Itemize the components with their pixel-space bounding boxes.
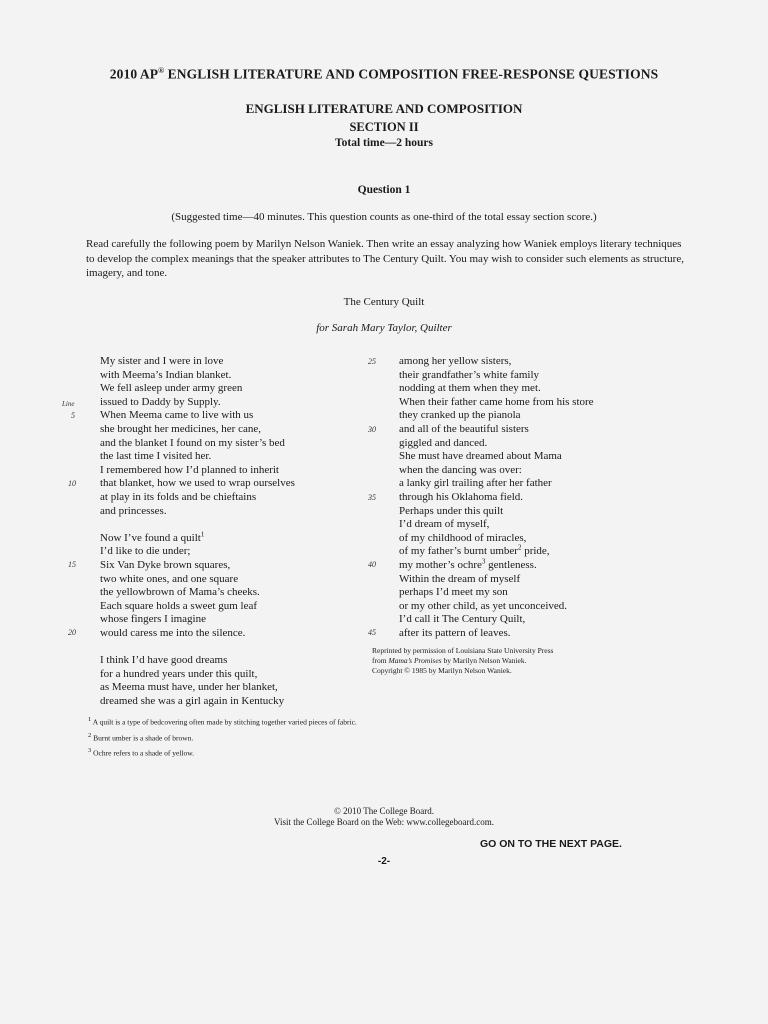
line-number: 45 xyxy=(368,628,376,637)
stanza-break xyxy=(100,640,295,654)
suggested-time: (Suggested time—40 minutes. This question counts as one-third of the total essay section score.) xyxy=(171,211,597,223)
poem-line: among her yellow sisters, xyxy=(399,355,512,367)
poem-line: when the dancing was over: xyxy=(399,463,522,476)
poem-dedication: for Sarah Mary Taylor, Quilter xyxy=(316,322,452,334)
footnote-number: 1 xyxy=(88,716,92,723)
poem-line: the last time I visited her. xyxy=(100,450,212,463)
book-title: Mama’s Promises xyxy=(388,656,442,665)
poem-line: they cranked up the pianola xyxy=(399,409,521,422)
poem-line: two white ones, and one square xyxy=(100,572,239,585)
line-number: 40 xyxy=(368,560,376,569)
poem-line: would caress me into the silence. xyxy=(100,626,246,639)
page-number: -2- xyxy=(377,856,391,867)
footnote-text: Burnt umber is a shade of brown. xyxy=(91,733,194,742)
reprint-text: by Marilyn Nelson Waniek. xyxy=(441,656,527,665)
poem-line-text: of my father’s burnt umber xyxy=(399,545,518,558)
poem-line: We fell asleep under army green xyxy=(100,382,243,395)
poem-line: Perhaps under this quilt xyxy=(399,504,504,517)
poem-line-text: Now I’ve found a quilt xyxy=(100,531,201,544)
poem-line: Six Van Dyke brown squares, xyxy=(100,558,231,571)
poem-line: My sister and I were in love xyxy=(100,355,224,367)
poem-line: When their father came home from his store xyxy=(399,395,594,408)
line-number: 30 xyxy=(368,425,376,434)
poem-line: at play in its folds and be chieftains xyxy=(100,490,257,503)
line-number: 10 xyxy=(68,479,76,488)
reprint-line: Copyright © 1985 by Marilyn Nelson Waniek. xyxy=(372,666,512,675)
line-number: 5 xyxy=(71,411,75,420)
header-title-end: ENGLISH LITERATURE AND COMPOSITION FREE-RESPONSE QUESTIONS xyxy=(164,66,659,82)
reprint-permission xyxy=(372,646,553,676)
poem-line: whose fingers I imagine xyxy=(100,613,206,626)
poem-line: the yellowbrown of Mama’s cheeks. xyxy=(100,586,260,599)
website-notice: Visit the College Board on the Web: www.collegeboard.com. xyxy=(274,817,494,827)
stanza-break xyxy=(100,518,295,532)
poem-line: issued to Daddy by Supply. xyxy=(100,395,221,408)
poem-line: Each square holds a sweet gum leaf xyxy=(100,599,257,612)
poem-line: with Meema’s Indian blanket. xyxy=(100,368,232,381)
reprint-line xyxy=(372,656,553,666)
footnote-text: Ochre refers to a shade of yellow. xyxy=(91,748,195,758)
poem-right-column xyxy=(399,355,594,640)
reprint-line: Reprinted by permission of Louisiana State University Press xyxy=(372,646,554,655)
section-heading: SECTION II xyxy=(349,120,419,134)
line-label: Line xyxy=(62,400,75,408)
footnote-ref: 2 xyxy=(517,543,522,552)
poem-line: When Meema came to live with us xyxy=(100,409,254,422)
go-on-notice: GO ON TO THE NEXT PAGE. xyxy=(480,838,622,850)
poem-line: she brought her medicines, her cane, xyxy=(100,422,261,435)
poem-line: Within the dream of myself xyxy=(399,572,521,585)
poem-line: I’d dream of myself, xyxy=(399,518,490,531)
poem-line-text: my mother’s ochre xyxy=(399,558,482,571)
poem-line: a lanky girl trailing after her father xyxy=(399,477,552,490)
footnote-number: 2 xyxy=(88,731,92,739)
footnotes xyxy=(88,713,357,760)
footnote xyxy=(88,744,357,760)
footnote-ref: 3 xyxy=(481,557,486,566)
footnote xyxy=(88,729,357,745)
poem-line: I’d like to die under; xyxy=(100,545,191,558)
line-number: 35 xyxy=(368,493,376,502)
poem-line: of my childhood of miracles, xyxy=(399,531,527,544)
poem-line-text: pride, xyxy=(521,545,550,558)
reprint-text: from xyxy=(372,656,389,665)
poem-line: their grandfather’s white family xyxy=(399,368,539,381)
footnote-text: A quilt is a type of bedcovering often made by stitching together varied pieces of fabric. xyxy=(91,717,357,727)
header-title-start: 2010 AP xyxy=(109,66,159,82)
poem-line: dreamed she was a girl again in Kentucky xyxy=(100,694,285,707)
line-number: 15 xyxy=(68,560,76,569)
poem-line xyxy=(100,532,295,546)
poem-line: I’d call it The Century Quilt, xyxy=(399,613,526,626)
registered-mark: ® xyxy=(158,66,165,75)
footnote-ref: 1 xyxy=(200,530,205,539)
footnote-number: 3 xyxy=(88,747,92,754)
poem-line: or my other child, as yet unconceived. xyxy=(399,599,568,612)
poem-line: perhaps I’d meet my son xyxy=(399,586,508,599)
question-title: Question 1 xyxy=(357,184,411,196)
question-prompt: Read carefully the following poem by Marilyn Nelson Waniek. Then write an essay analyzing how Waniek employs literary techniques to develop the complex meanings that the speaker attributes to The Century Quilt. You may wish to consider such elements as structure, imagery, and tone. xyxy=(86,238,684,279)
copyright-notice: © 2010 The College Board. xyxy=(334,806,434,816)
poem-line: through his Oklahoma field. xyxy=(399,490,524,503)
poem-line: I remembered how I’d planned to inherit xyxy=(100,463,279,476)
poem-line-text: gentleness. xyxy=(485,558,537,571)
line-number: 25 xyxy=(368,357,376,366)
line-number: 20 xyxy=(68,628,76,637)
poem-line: I think I’d have good dreams xyxy=(100,654,228,667)
poem-line xyxy=(399,545,594,559)
poem-line xyxy=(399,559,594,573)
poem-line: and princesses. xyxy=(100,504,167,517)
poem-line: giggled and danced. xyxy=(399,436,488,449)
poem-line: and all of the beautiful sisters xyxy=(399,422,529,435)
poem-line: after its pattern of leaves. xyxy=(399,626,511,639)
subject-heading: ENGLISH LITERATURE AND COMPOSITION xyxy=(245,101,523,116)
footnote xyxy=(88,713,357,729)
poem-line: nodding at them when they met. xyxy=(399,382,541,395)
poem-line: that blanket, how we used to wrap ourselves xyxy=(100,477,295,490)
poem-line: as Meema must have, under her blanket, xyxy=(100,681,278,694)
poem-title: The Century Quilt xyxy=(343,296,425,308)
poem-line: for a hundred years under this quilt, xyxy=(100,667,258,680)
poem-line: She must have dreamed about Mama xyxy=(399,450,562,463)
poem-left-column xyxy=(100,355,295,708)
page-header xyxy=(0,66,768,83)
total-time: Total time—2 hours xyxy=(335,137,433,149)
poem-line: and the blanket I found on my sister’s bed xyxy=(100,436,285,449)
